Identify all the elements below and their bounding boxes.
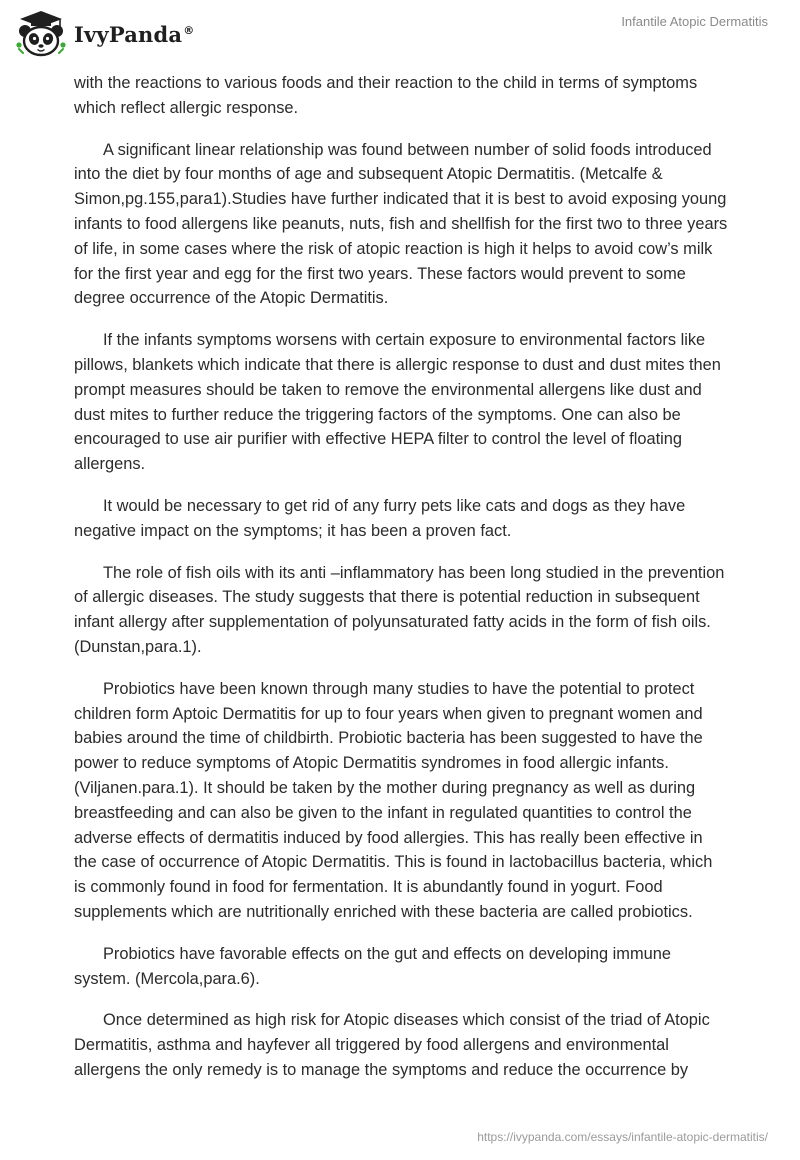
logo[interactable] xyxy=(14,9,194,57)
paragraph: Once determined as high risk for Atopic diseases which consist of the triad of Atopic Dermatitis, asthma and hayfever all triggered by food allergens and environmental allergens the only remedy is to manage the symptoms and reduce the occurrence by xyxy=(74,1011,710,1079)
paragraph: A significant linear relationship was found between number of solid foods introduced into the diet by four months of age and subsequent Atopic Dermatitis. (Metcalfe & Simon,pg.155,para1).Studies have further indicated that it is best to avoid exposing young infants to food allergens like peanuts, nuts, fish and shellfish for the first two to three years of life, in some cases where the risk of atopic reaction is high it helps to avoid cow’s milk for the first year and egg for the first two years. These factors would prevent to some degree occurrence of the Atopic Dermatitis. xyxy=(74,140,728,308)
paragraph: Probiotics have been known through many studies to have the potential to protect children form Aptoic Dermatitis for up to four years when given to pregnant women and babies around the time of childbirth. Probiotic bacteria has been suggested to have the power to reduce symptoms of Atopic Dermatitis syndromes in food allergic infants.(Viljanen.para.1). It should be taken by the mother during pregnancy as well as during breastfeeding and can also be given to the infant in regulated quantities to control the adverse effects of dermatitis induced by food allergies. This has really been effective in the case of occurrence of Atopic Dermatitis. This is found in lactobacillus bacteria, which is commonly found in food for fermentation. It is abundantly found in yogurt. Food supplements which are nutritionally enriched with these bacteria are called probiotics. xyxy=(74,679,713,921)
brand-name: IvyPanda® xyxy=(74,21,195,47)
paragraph: The role of fish oils with its anti –inflammatory has been long studied in the prevention of allergic diseases. The study suggests that there is potential reduction in subsequent infant allergy after supplementation of polyunsaturated fatty acids in the form of fish oils.(Dunstan,para.1). xyxy=(74,563,725,656)
page-header xyxy=(0,0,800,64)
paragraph: Probiotics have favorable effects on the gut and effects on developing immune system. (Mercola,para.6). xyxy=(74,944,671,988)
essay-body xyxy=(74,71,728,1100)
source-url[interactable]: https://ivypanda.com/essays/infantile-atopic-dermatitis/ xyxy=(477,1130,768,1144)
paragraph: It would be necessary to get rid of any furry pets like cats and dogs as they have negative impact on the symptoms; it has been a proven fact. xyxy=(74,496,686,540)
panda-graduate-icon xyxy=(14,9,68,57)
document-title: Infantile Atopic Dermatitis xyxy=(621,14,768,29)
paragraph: If the infants symptoms worsens with certain exposure to environmental factors like pillows, blankets which indicate that there is allergic response to dust and dust mites then prompt measures should be taken to remove the environmental allergens like dust and dust mites to further reduce the triggering factors of the symptoms. One can also be encouraged to use air purifier with effective HEPA filter to control the level of floating allergens. xyxy=(74,331,721,474)
paragraph: with the reactions to various foods and their reaction to the child in terms of symptoms which reflect allergic response. xyxy=(74,74,698,117)
